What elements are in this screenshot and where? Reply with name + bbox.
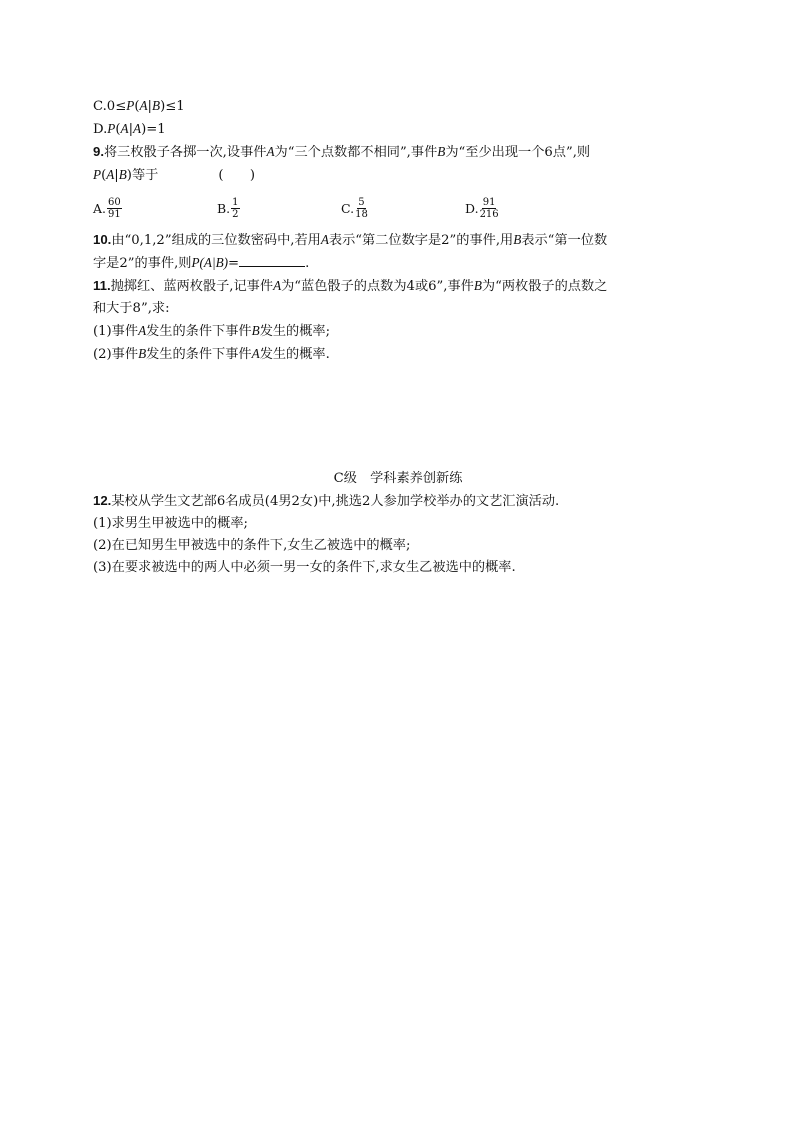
math-a: A	[138, 323, 147, 338]
paren-close: )	[126, 168, 132, 183]
math-a: A	[251, 346, 260, 361]
sub-question-text: 发生的概率;	[259, 324, 331, 339]
question-number: 12.	[93, 493, 112, 508]
math-bar: |	[114, 168, 119, 183]
sub-question-text: 发生的条件下事件	[146, 347, 252, 362]
question-text: 某校从学生文艺部6名成员(4男2女)中,挑选2人参加学校举办的文艺汇演活动.	[111, 494, 560, 509]
answer-paren: ( )	[218, 168, 255, 183]
math-a: A	[139, 98, 148, 113]
question-text: 为“蓝色骰子的点数为4或6”,事件	[281, 279, 474, 294]
question-text: 为“两枚骰子的点数之	[481, 279, 608, 294]
math-b: B	[138, 346, 147, 361]
option-c	[93, 95, 703, 118]
question-11-sub2	[93, 343, 703, 366]
question-10-line2	[93, 252, 703, 275]
math-bar: |	[128, 122, 134, 137]
choice-label: B.	[217, 200, 231, 216]
choice-a	[93, 197, 217, 220]
sub-question-text: (1)事件	[93, 324, 139, 339]
choice-label: A.	[93, 200, 107, 216]
math-p: P	[107, 121, 116, 136]
answer-space	[93, 366, 703, 468]
option-d-suffix: =1	[146, 122, 166, 137]
math-b: B	[437, 144, 446, 159]
question-text: 等于	[131, 168, 159, 183]
question-12-sub3: (3)在要求被选中的两人中必须一男一女的条件下,求女生乙被选中的概率.	[93, 560, 516, 575]
option-c-suffix: ≤1	[165, 99, 185, 114]
paren-open: (	[101, 168, 107, 183]
math-a: A	[320, 232, 329, 247]
question-10	[93, 229, 703, 252]
question-text: 为“至少出现一个6点”,则	[445, 145, 591, 160]
fraction	[480, 197, 499, 220]
choice-c	[341, 197, 465, 220]
equals-sign: =	[228, 256, 240, 271]
math-b: B	[513, 232, 522, 247]
question-text: 为“三个点数都不相同”,事件	[274, 145, 438, 160]
math-a: A	[120, 121, 129, 136]
question-text: 由“0,1,2”组成的三位数密码中,若用	[111, 233, 321, 248]
paren-close: )	[141, 122, 147, 137]
math-a: A	[133, 121, 142, 136]
choice-label: C.	[341, 200, 355, 216]
sub-question-text: 发生的条件下事件	[146, 324, 252, 339]
numerator: 5	[358, 196, 365, 208]
question-text: 字是2”的事件,则	[93, 256, 192, 271]
paren-close: )	[160, 99, 166, 114]
math-condition: (A|B)	[199, 255, 229, 270]
math-p: P	[93, 167, 102, 182]
question-11-sub1	[93, 320, 703, 343]
question-9-options	[93, 191, 703, 225]
question-number: 9.	[93, 144, 104, 159]
question-12	[93, 490, 703, 513]
numerator: 1	[232, 196, 239, 208]
choice-b	[217, 197, 341, 220]
fraction	[231, 197, 239, 220]
section-heading: C级 学科素养创新练	[333, 471, 463, 486]
math-bar: |	[147, 99, 152, 114]
question-9	[93, 141, 703, 164]
document-page	[93, 95, 703, 579]
denominator: 216	[479, 208, 499, 220]
denominator: 2	[232, 208, 239, 220]
question-11	[93, 275, 703, 298]
fraction	[355, 197, 368, 220]
question-text: 将三枚骰子各掷一次,设事件	[104, 145, 267, 160]
option-d	[93, 118, 703, 141]
question-text: 表示“第一位数	[521, 233, 608, 248]
denominator: 91	[108, 208, 121, 220]
question-12-sub2: (2)在已知男生甲被选中的条件下,女生乙被选中的概率;	[93, 538, 411, 553]
sub-question-text: (2)事件	[93, 347, 139, 362]
math-a: A	[266, 144, 275, 159]
answer-blank[interactable]	[239, 254, 305, 267]
choice-d	[465, 197, 589, 220]
question-text: 表示“第二位数字是2”的事件,用	[328, 233, 514, 248]
question-11-line2	[93, 298, 703, 320]
numerator: 60	[108, 196, 121, 208]
sub-question-text: 发生的概率.	[259, 347, 330, 362]
question-text: 抛掷红、蓝两枚骰子,记事件	[110, 279, 274, 294]
math-a: A	[273, 278, 282, 293]
question-text: 和大于8”,求:	[93, 301, 170, 316]
question-number: 11.	[93, 278, 111, 293]
question-9-line2	[93, 164, 703, 187]
fraction	[107, 197, 122, 220]
paren-open: (	[134, 99, 140, 114]
option-d-prefix: D.	[93, 122, 108, 137]
math-p: P	[126, 98, 135, 113]
choice-label: D.	[465, 200, 479, 216]
math-p: P	[191, 255, 200, 270]
paren-open: (	[115, 122, 121, 137]
math-b: B	[251, 323, 260, 338]
math-b: B	[473, 278, 482, 293]
math-a: A	[106, 167, 115, 182]
option-c-prefix: C.0≤	[93, 99, 127, 114]
math-b: B	[118, 167, 127, 182]
numerator: 91	[482, 196, 496, 208]
denominator: 18	[355, 208, 368, 220]
question-number: 10.	[93, 232, 112, 247]
question-12-sub1: (1)求男生甲被选中的概率;	[93, 516, 248, 531]
period: .	[305, 256, 310, 271]
math-b: B	[152, 98, 161, 113]
